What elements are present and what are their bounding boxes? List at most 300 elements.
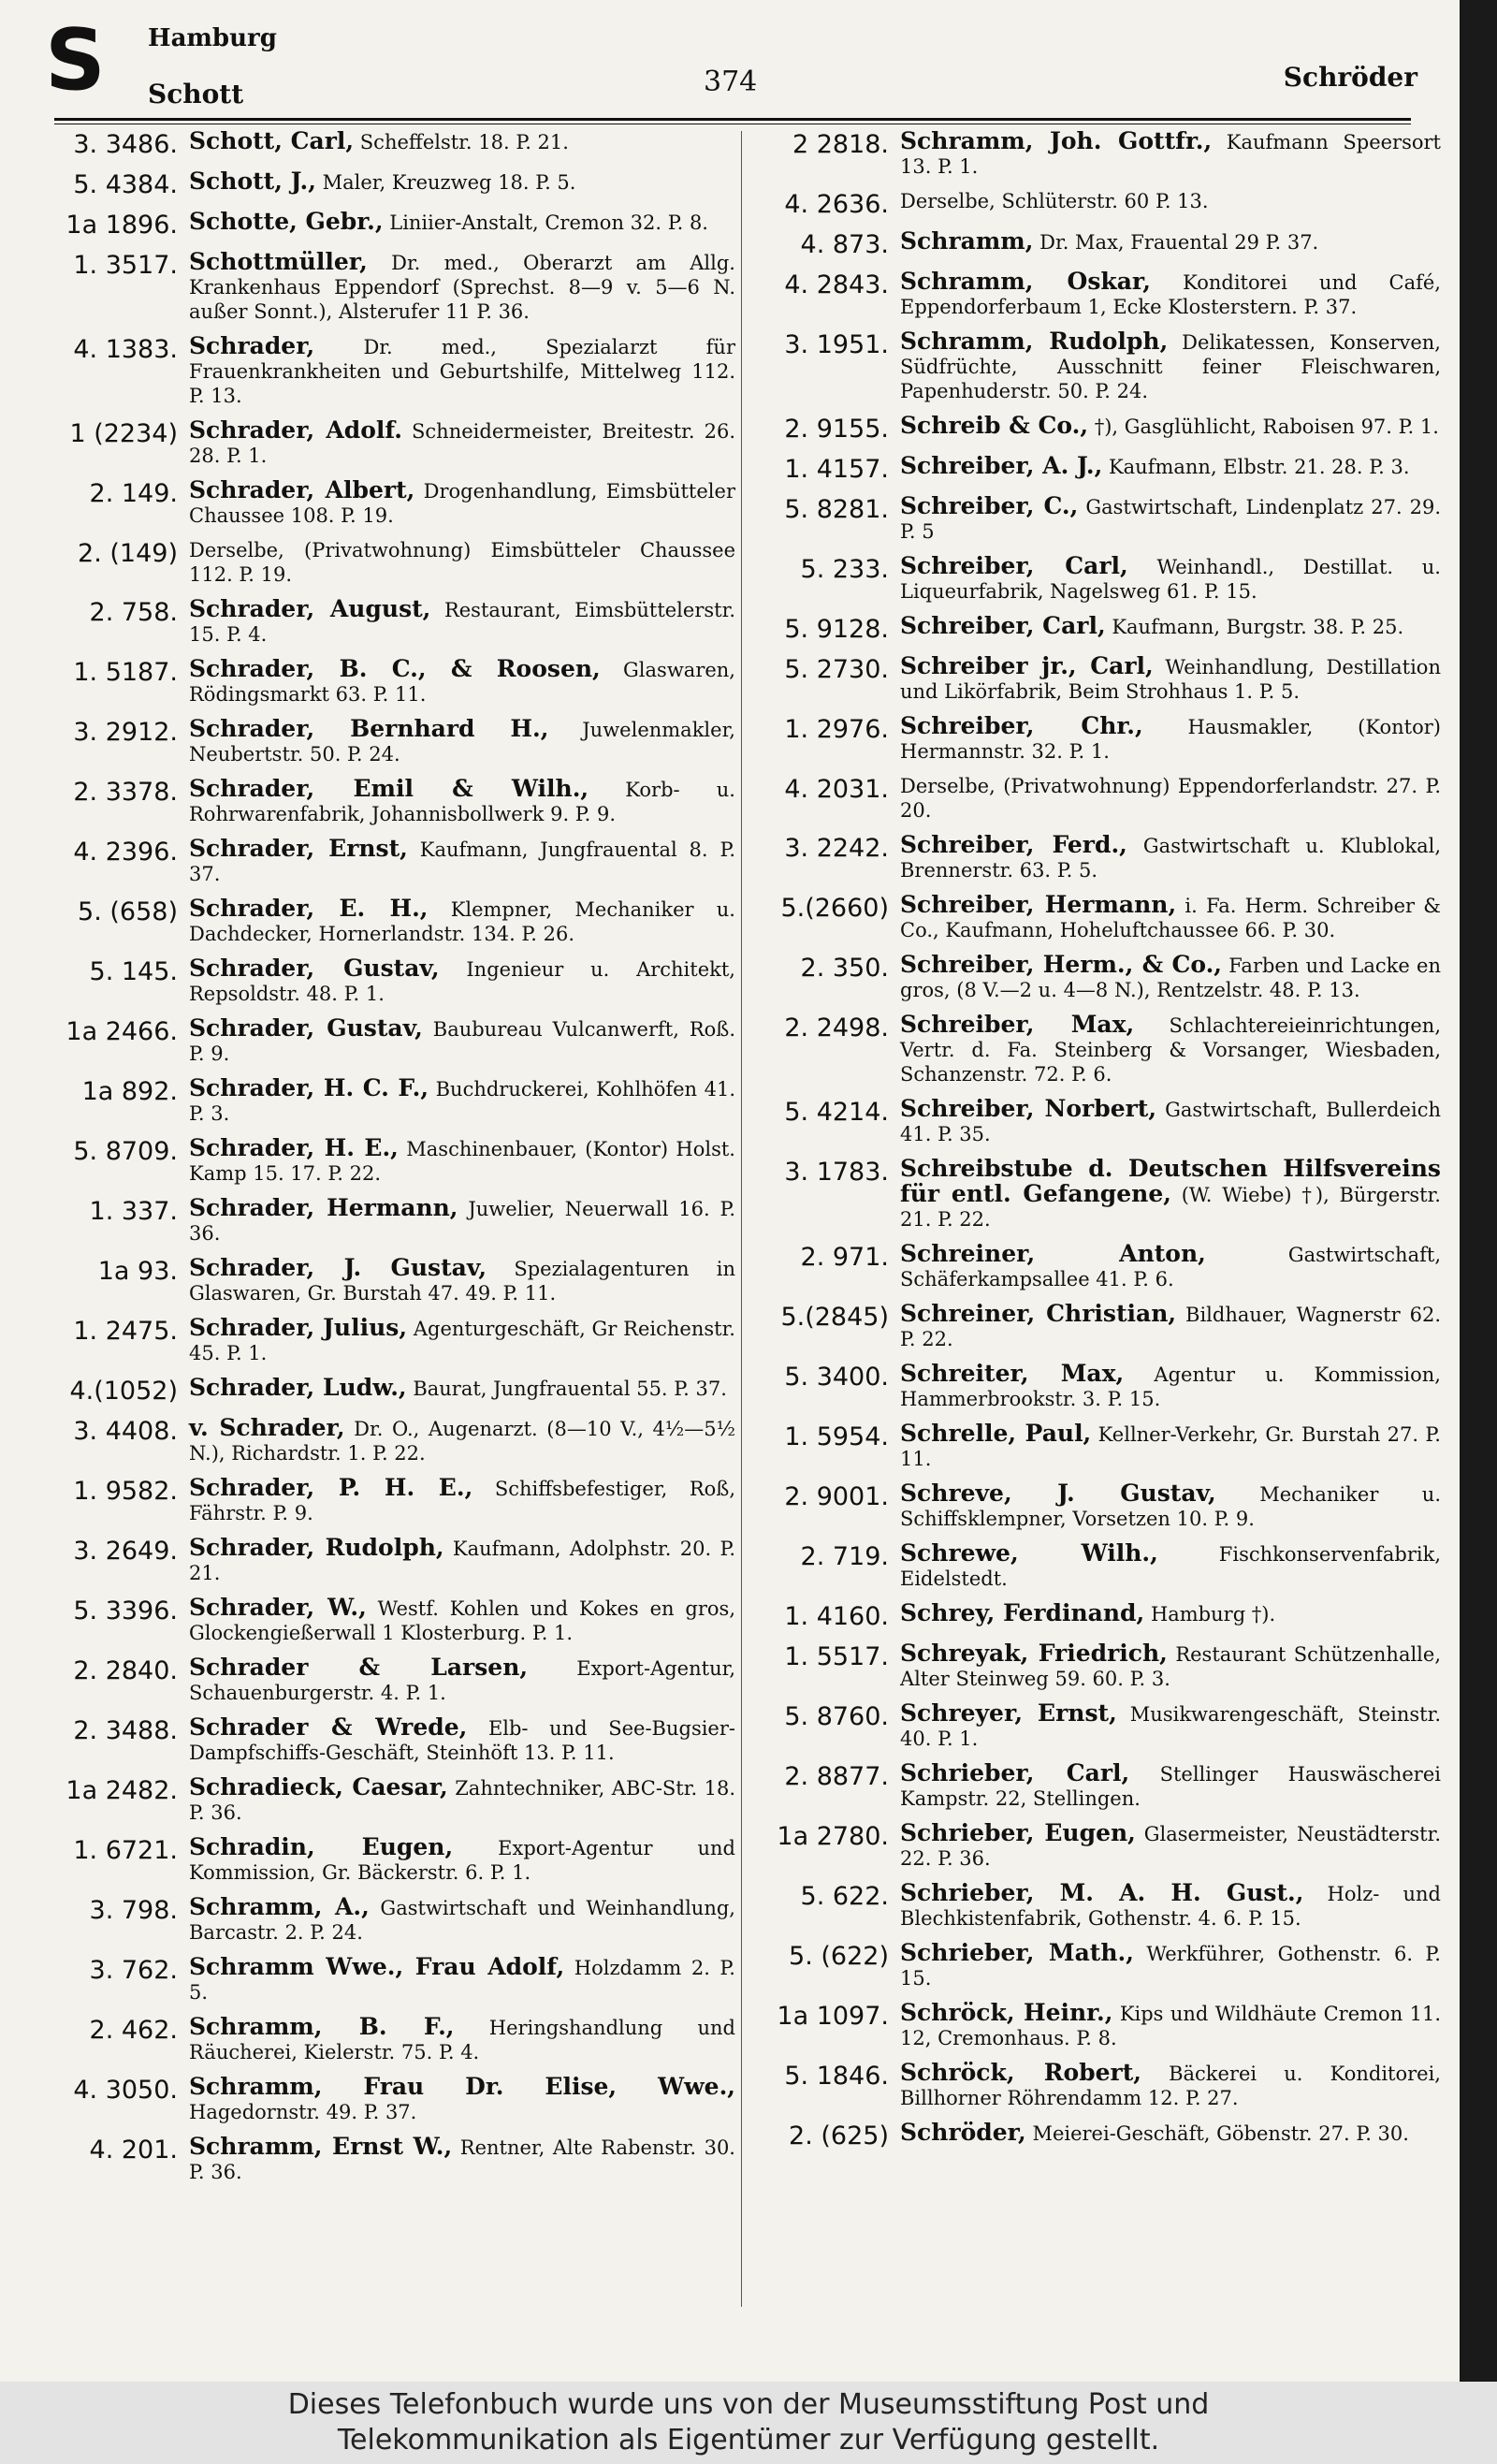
directory-entry xyxy=(45,897,735,946)
entry-name: Schramm, xyxy=(900,227,1034,255)
directory-entry xyxy=(45,334,735,408)
left-running-head: Schott xyxy=(148,79,244,109)
directory-entry xyxy=(748,1821,1441,1871)
entry-details: Ingenieur u. Architekt, Repsoldstr. 48. P. 1. xyxy=(189,958,735,1005)
entry-name: Schrader, xyxy=(189,332,315,359)
entry-text xyxy=(189,1376,735,1401)
directory-entry xyxy=(45,1715,735,1765)
phone-number: 5. 3400. xyxy=(784,1363,889,1392)
phone-number: 5.(2660) xyxy=(780,894,889,923)
entry-text xyxy=(189,1895,735,1945)
directory-entry xyxy=(748,654,1441,704)
entry-text xyxy=(900,189,1441,213)
phone-number: 1. 4157. xyxy=(784,455,889,484)
entry-text xyxy=(189,897,735,946)
phone-number: 5. (622) xyxy=(789,1942,889,1971)
entry-details: Delikatessen, Konserven, Südfrüchte, Ausschnitt feiner Fleischwaren, Papenhuderstr. 50. P. 24. xyxy=(900,331,1441,402)
entry-details: Werkführer, Gothenstr. 6. P. 15. xyxy=(900,1943,1441,1990)
entry-text xyxy=(900,494,1441,544)
entry-text xyxy=(189,1596,735,1645)
entry-text xyxy=(189,1316,735,1365)
phone-number: 5. 145. xyxy=(89,957,178,986)
entry-name: Schramm, Ernst W., xyxy=(189,2133,453,2160)
entry-text xyxy=(189,837,735,886)
entry-details: Heringshandlung und Räucherei, Kielerstr. 75. P. 4. xyxy=(189,2017,735,2063)
entry-details: Bildhauer, Wagnerstr 62. P. 22. xyxy=(900,1304,1441,1350)
phone-number: 2. 9155. xyxy=(784,415,889,444)
entry-name: Schramm, B. F., xyxy=(189,2013,455,2040)
phone-number: 5. 8709. xyxy=(73,1137,178,1166)
phone-number: 4. 2396. xyxy=(73,838,178,867)
entry-name: Schrader, B. C., & Roosen, xyxy=(189,655,601,682)
entry-name: Schrader, Bernhard H., xyxy=(189,715,549,742)
entry-text xyxy=(900,554,1441,604)
entry-name: Schreiter, Max, xyxy=(900,1360,1125,1387)
entry-text xyxy=(189,2015,735,2064)
phone-number: 4. 1383. xyxy=(73,335,178,364)
entry-name: Schrader, H. E., xyxy=(189,1134,399,1161)
directory-entry xyxy=(45,210,735,240)
entry-text xyxy=(189,717,735,766)
entry-text xyxy=(900,1761,1441,1811)
entry-details: Stellinger Hauswäscherei Kampstr. 22, Stellingen. xyxy=(900,1763,1441,1810)
entry-text xyxy=(189,334,735,408)
phone-number: 4. 2031. xyxy=(784,775,889,804)
entry-text xyxy=(900,774,1441,823)
phone-number: 3. 2649. xyxy=(73,1537,178,1566)
entry-text xyxy=(189,1835,735,1885)
phone-number: 1a 1896. xyxy=(65,211,178,240)
entry-text xyxy=(189,210,735,235)
phone-number: 2 2818. xyxy=(792,130,889,159)
entry-name: Schreiber, Hermann, xyxy=(900,891,1177,918)
directory-entry xyxy=(748,1761,1441,1811)
entry-text xyxy=(900,414,1441,439)
entry-name: Schrader, Hermann, xyxy=(189,1194,458,1221)
entry-details: Korb- u. Rohrwarenfabrik, Johannisbollwerk 9. P. 9. xyxy=(189,779,735,825)
entry-name: Schrader, Ludw., xyxy=(189,1374,407,1401)
entry-details: Westf. Kohlen und Kokes en gros, Glockengießerwall 1 Klosterburg. P. 1. xyxy=(189,1597,735,1644)
entry-name: Schreyer, Ernst, xyxy=(900,1699,1117,1727)
entry-name: Schrieber, M. A. H. Gust., xyxy=(900,1879,1304,1906)
directory-entry xyxy=(45,657,735,707)
phone-number: 1. 9582. xyxy=(73,1477,178,1506)
phone-number: 2. 149. xyxy=(89,479,178,508)
entry-details: Derselbe, Schlüterstr. 60 P. 13. xyxy=(900,190,1209,212)
directory-entry xyxy=(45,1016,735,1066)
directory-entry xyxy=(45,129,735,159)
entry-details: Kaufmann, Elbstr. 21. 28. P. 3. xyxy=(1108,456,1410,478)
phone-number: 5. (658) xyxy=(78,897,178,926)
entry-name: Schreiner, Anton, xyxy=(900,1240,1206,1267)
directory-entry xyxy=(45,717,735,766)
entry-details: Holz- und Blechkistenfabrik, Gothenstr. 4. 6. P. 15. xyxy=(900,1883,1441,1930)
entry-details: Weinhandl., Destillat. u. Liqueurfabrik, Nagelsweg 61. P. 15. xyxy=(900,556,1441,603)
directory-entry xyxy=(748,329,1441,403)
phone-number: 1 (2234) xyxy=(69,419,178,448)
entry-text xyxy=(900,953,1441,1002)
entry-details: Gastwirtschaft und Weinhandlung, Barcastr. 2. P. 24. xyxy=(189,1897,735,1944)
entry-name: Schrader, Rudolph, xyxy=(189,1534,444,1561)
directory-entry xyxy=(748,494,1441,544)
entry-text xyxy=(900,714,1441,764)
directory-entry xyxy=(748,129,1441,179)
entry-details: Maschinenbauer, (Kontor) Holst. Kamp 15. 17. P. 22. xyxy=(189,1138,735,1185)
entry-details: Kaufmann, Adolphstr. 20. P. 21. xyxy=(189,1538,735,1584)
directory-entry xyxy=(748,1541,1441,1591)
entry-name: Schramm, Joh. Gottfr., xyxy=(900,127,1213,154)
phone-number: 1a 2482. xyxy=(65,1776,178,1805)
phone-number: 5. 1846. xyxy=(784,2062,889,2091)
phone-number: 2. 971. xyxy=(800,1243,889,1272)
entry-text xyxy=(189,1196,735,1246)
entry-details: Dr. med., Oberarzt am Allg. Krankenhaus Eppendorf (Sprechst. 8—9 v. 5—6 N. außer Sonnt.), Alsterufer 11 P. 36. xyxy=(189,252,735,323)
phone-number: 1. 4160. xyxy=(784,1602,889,1631)
directory-entry xyxy=(748,714,1441,764)
entry-name: Schrader, E. H., xyxy=(189,895,429,922)
phone-number: 1a 2780. xyxy=(777,1822,889,1851)
entry-name: Schramm, A., xyxy=(189,1893,370,1920)
entry-name: Schreiber, Herm., & Co., xyxy=(900,951,1223,978)
entry-details: Dr. med., Spezialarzt für Frauenkrankheiten und Geburtshilfe, Mittelweg 112. P. 13. xyxy=(189,336,735,407)
entry-text xyxy=(189,1655,735,1705)
entry-text xyxy=(900,229,1441,255)
phone-number: 4. 201. xyxy=(89,2136,178,2165)
entry-name: Schrader & Wrede, xyxy=(189,1713,468,1741)
entry-text xyxy=(900,1821,1441,1871)
page-edge xyxy=(1460,0,1497,2382)
phone-number: 3. 798. xyxy=(89,1896,178,1925)
phone-number: 5. 8760. xyxy=(784,1702,889,1731)
entry-details: Hausmakler, (Kontor) Hermannstr. 32. P. 1. xyxy=(900,716,1441,763)
entry-name: v. Schrader, xyxy=(189,1414,345,1441)
entry-text xyxy=(900,129,1441,179)
entry-text xyxy=(900,1541,1441,1591)
entry-details: Baubureau Vulcanwerft, Roß. P. 9. xyxy=(189,1018,735,1065)
entry-details: Derselbe, (Privatwohnung) Eimsbütteler Chaussee 112. P. 19. xyxy=(189,539,735,586)
directory-entry xyxy=(45,1536,735,1585)
entry-details: Schiffsbefestiger, Roß, Fährstr. P. 9. xyxy=(189,1478,735,1524)
directory-entry xyxy=(748,1013,1441,1086)
entry-name: Schramm, Rudolph, xyxy=(900,328,1169,355)
phone-number: 4. 2636. xyxy=(784,190,889,219)
entry-details: Dr. Max, Frauental 29 P. 37. xyxy=(1039,231,1319,254)
entry-details: Baurat, Jungfrauental 55. P. 37. xyxy=(413,1378,727,1400)
entry-name: Schrader, Gustav, xyxy=(189,955,440,982)
phone-number: 5.(2845) xyxy=(780,1303,889,1332)
entry-text xyxy=(189,1016,735,1066)
entry-text xyxy=(189,777,735,826)
entry-name: Schreiber, C., xyxy=(900,492,1079,519)
entry-details: Hagedornstr. 49. P. 37. xyxy=(189,2101,417,2123)
phone-number: 1. 6721. xyxy=(73,1836,178,1865)
phone-number: 1a 1097. xyxy=(777,2002,889,2031)
entry-name: Schrader, W., xyxy=(189,1594,367,1621)
entry-text xyxy=(189,478,735,528)
entry-text xyxy=(189,169,735,195)
entry-details: Juwelenmakler, Neubertstr. 50. P. 24. xyxy=(189,719,735,765)
entry-text xyxy=(189,1256,735,1305)
entry-text xyxy=(189,1536,735,1585)
phone-number: 2. (149) xyxy=(78,539,178,568)
phone-number: 2. 2840. xyxy=(73,1656,178,1685)
directory-entry xyxy=(45,1835,735,1885)
page-number: 374 xyxy=(704,66,758,98)
directory-entry xyxy=(45,1955,735,2005)
entry-name: Schreiber, A. J., xyxy=(900,452,1103,479)
entry-text xyxy=(900,1013,1441,1086)
directory-entry xyxy=(45,1655,735,1705)
right-running-head: Schröder xyxy=(1283,62,1417,93)
entry-text xyxy=(900,1422,1441,1471)
phone-number: 4. 3050. xyxy=(73,2076,178,2105)
entry-text xyxy=(900,1302,1441,1351)
entry-details: Kaufmann, Jungfrauental 8. P. 37. xyxy=(189,838,735,885)
entry-text xyxy=(900,1701,1441,1751)
entry-details: Restaurant, Eimsbüttelerstr. 15. P. 4. xyxy=(189,599,735,646)
phone-number: 3. 4408. xyxy=(73,1417,178,1446)
entry-text xyxy=(189,1715,735,1765)
entry-text xyxy=(900,833,1441,882)
entry-name: Schramm, Frau Dr. Elise, Wwe., xyxy=(189,2073,735,2100)
section-letter: S xyxy=(45,11,106,109)
directory-entry xyxy=(45,1316,735,1365)
directory-entry xyxy=(748,1422,1441,1471)
entry-name: Schott, J., xyxy=(189,168,316,195)
directory-entry xyxy=(45,1376,735,1406)
entry-name: Schrader, Julius, xyxy=(189,1314,408,1341)
entry-details: Gastwirtschaft, Lindenplatz 27. 29. P. 5 xyxy=(900,496,1441,543)
footer-notice xyxy=(0,2382,1497,2464)
entry-details: Spezialagenturen in Glaswaren, Gr. Burstah 47. 49. P. 11. xyxy=(189,1258,735,1305)
entry-text xyxy=(189,538,735,587)
phone-number: 5. 9128. xyxy=(784,615,889,644)
entry-name: Schrader, Emil & Wilh., xyxy=(189,775,589,802)
phone-number: 5. 233. xyxy=(800,555,889,584)
entry-details: Zahntechniker, ABC-Str. 18. P. 36. xyxy=(189,1777,735,1824)
entry-details: Drogenhandlung, Eimsbütteler Chaussee 108. P. 19. xyxy=(189,480,735,527)
entry-details: †), Gasglühlicht, Raboisen 97. P. 1. xyxy=(1094,416,1439,438)
entry-text xyxy=(189,597,735,647)
entry-name: Schreib & Co., xyxy=(900,412,1089,439)
phone-number: 5. 4214. xyxy=(784,1098,889,1127)
entry-details: Kaufmann Speersort 13. P. 1. xyxy=(900,131,1441,178)
entry-name: Schreyak, Friedrich, xyxy=(900,1640,1168,1667)
entry-text xyxy=(900,614,1441,639)
entry-details: Kaufmann, Burgstr. 38. P. 25. xyxy=(1112,616,1404,638)
phone-number: 1. 5187. xyxy=(73,658,178,687)
phone-number: 5. 8281. xyxy=(784,495,889,524)
entry-name: Schradieck, Caesar, xyxy=(189,1773,448,1801)
phone-number: 2. 350. xyxy=(800,954,889,983)
entry-details: Hamburg †). xyxy=(1150,1603,1276,1626)
entry-name: Schrader, J. Gustav, xyxy=(189,1254,487,1281)
phone-number: 5. 2730. xyxy=(784,655,889,684)
entry-name: Schotte, Gebr., xyxy=(189,208,384,235)
phone-number: 4. 873. xyxy=(800,230,889,259)
phone-number: 2. 462. xyxy=(89,2016,178,2045)
entry-details: (W. Wiebe) †), Bürgerstr. 21. P. 22. xyxy=(900,1184,1441,1231)
entry-name: Schradin, Eugen, xyxy=(189,1833,454,1860)
entry-name: Schröck, Robert, xyxy=(900,2059,1141,2086)
entry-details: i. Fa. Herm. Schreiber & Co., Kaufmann, Hoheluftchaussee 66. P. 30. xyxy=(900,895,1441,941)
entry-text xyxy=(900,1881,1441,1931)
directory-entry xyxy=(748,1481,1441,1531)
phone-number: 1a 2466. xyxy=(65,1017,178,1046)
entry-name: Schreiber, Carl, xyxy=(900,612,1106,639)
entry-text xyxy=(189,956,735,1006)
directory-entry xyxy=(748,414,1441,444)
entry-details: Gastwirtschaft u. Klublokal, Brennerstr. 63. P. 5. xyxy=(900,835,1441,882)
phone-number: 2. 719. xyxy=(800,1542,889,1571)
entry-details: Musikwarengeschäft, Steinstr. 40. P. 1. xyxy=(900,1703,1441,1750)
entry-name: Schrader, August, xyxy=(189,595,431,622)
phone-number: 3. 762. xyxy=(89,1956,178,1985)
directory-entry xyxy=(748,1941,1441,1990)
entry-details: Glasermeister, Neustädterstr. 22. P. 36. xyxy=(900,1823,1441,1870)
phone-number: 3. 1951. xyxy=(784,330,889,359)
entry-name: Schreibstube d. Deutschen Hilfsvereins für entl. Gefangene, xyxy=(900,1155,1441,1207)
directory-entry xyxy=(748,1881,1441,1931)
phone-number: 5. 3396. xyxy=(73,1596,178,1626)
directory-entry xyxy=(748,270,1441,319)
entry-details: Export-Agentur, Schauenburgerstr. 4. P. 1. xyxy=(189,1657,735,1704)
right-column xyxy=(748,129,1441,2161)
directory-entry xyxy=(748,953,1441,1002)
entry-details: Bäckerei u. Konditorei, Billhorner Röhrendamm 12. P. 27. xyxy=(900,2063,1441,2109)
phone-number: 2. 2498. xyxy=(784,1013,889,1042)
phone-number: 2. 758. xyxy=(89,598,178,627)
entry-details: Liniier-Anstalt, Cremon 32. P. 8. xyxy=(389,211,708,234)
directory-entry xyxy=(45,956,735,1006)
phone-number: 3. 2912. xyxy=(73,718,178,747)
directory-entry xyxy=(748,774,1441,823)
entry-name: Schrader, P. H. E., xyxy=(189,1474,473,1501)
entry-text xyxy=(900,454,1441,479)
directory-entry xyxy=(45,1076,735,1126)
phone-number: 1. 2976. xyxy=(784,715,889,744)
directory-entry xyxy=(748,1701,1441,1751)
directory-entry xyxy=(45,418,735,468)
entry-text xyxy=(900,1481,1441,1531)
entry-details: Restaurant Schützenhalle, Alter Steinweg 59. 60. P. 3. xyxy=(900,1643,1441,1690)
column-divider xyxy=(741,131,742,2307)
city-heading: Hamburg xyxy=(148,24,277,52)
entry-name: Schramm Wwe., Frau Adolf, xyxy=(189,1953,565,1980)
entry-text xyxy=(900,1641,1441,1691)
directory-entry xyxy=(748,2121,1441,2151)
entry-details: Meierei-Geschäft, Göbenstr. 27. P. 30. xyxy=(1032,2122,1409,2145)
entry-name: Schreve, J. Gustav, xyxy=(900,1480,1216,1507)
phone-number: 2. 3378. xyxy=(73,778,178,807)
entry-details: Schlachtereieinrichtungen, Vertr. d. Fa. Steinberg & Vorsanger, Wiesbaden, Schanzenstr. 72. P. 6. xyxy=(900,1014,1441,1086)
entry-details: Elb- und See-Bugsier-Dampfschiffs-Geschäft, Steinhöft 13. P. 11. xyxy=(189,1717,735,1764)
phone-number: 5. 4384. xyxy=(73,170,178,199)
directory-entry xyxy=(748,454,1441,484)
entry-details: Agentur u. Kommission, Hammerbrookstr. 3. P. 15. xyxy=(900,1363,1441,1410)
directory-entry xyxy=(748,833,1441,882)
entry-name: Schröck, Heinr., xyxy=(900,1999,1113,2026)
entry-text xyxy=(900,329,1441,403)
directory-entry xyxy=(45,1196,735,1246)
directory-entry xyxy=(45,597,735,647)
entry-text xyxy=(189,1476,735,1525)
entry-details: Scheffelstr. 18. P. 21. xyxy=(359,131,569,153)
footer-line-2: Telekommunikation als Eigentümer zur Verfügung gestellt. xyxy=(337,2424,1160,2457)
directory-entry xyxy=(45,777,735,826)
entry-name: Schramm, Oskar, xyxy=(900,268,1151,295)
phone-number: 3. 3486. xyxy=(73,130,178,159)
directory-entry xyxy=(748,2001,1441,2050)
directory-entry xyxy=(748,614,1441,644)
entry-details: Konditorei und Café, Eppendorferbaum 1, Ecke Klosterstern. P. 37. xyxy=(900,271,1441,318)
phone-number: 3. 1783. xyxy=(784,1158,889,1187)
entry-details: Kips und Wildhäute Cremon 11. 12, Cremonhaus. P. 8. xyxy=(900,2003,1441,2049)
entry-details: Derselbe, (Privatwohnung) Eppendorferlandstr. 27. P. 20. xyxy=(900,775,1441,822)
entry-name: Schottmüller, xyxy=(189,248,368,275)
entry-text xyxy=(900,654,1441,704)
entry-text xyxy=(900,2061,1441,2110)
entry-text xyxy=(189,1775,735,1825)
entry-details: Dr. O., Augenarzt. (8—10 V., 4½—5½ N.), Richardstr. 1. P. 22. xyxy=(189,1418,735,1465)
directory-entry xyxy=(45,2075,735,2124)
entry-details: Gastwirtschaft, Schäferkampsallee 41. P. 6. xyxy=(900,1244,1441,1290)
phone-number: 1. 337. xyxy=(89,1197,178,1226)
entry-details: Weinhandlung, Destillation und Likörfabrik, Beim Strohhaus 1. P. 5. xyxy=(900,656,1441,703)
directory-entry xyxy=(748,1641,1441,1691)
entry-details: Schneidermeister, Breitestr. 26. 28. P. 1. xyxy=(189,420,735,467)
entry-details: Mechaniker u. Schiffsklempner, Vorsetzen 10. P. 9. xyxy=(900,1483,1441,1530)
entry-name: Schrey, Ferdinand, xyxy=(900,1599,1145,1626)
entry-text xyxy=(189,1416,735,1465)
directory-entry xyxy=(748,1302,1441,1351)
phone-number: 2. 8877. xyxy=(784,1762,889,1791)
entry-name: Schrewe, Wilh., xyxy=(900,1539,1158,1567)
directory-entry xyxy=(748,2061,1441,2110)
entry-text xyxy=(900,2121,1441,2146)
phone-number: 2. 9001. xyxy=(784,1482,889,1511)
directory-entry xyxy=(45,1775,735,1825)
directory-entry xyxy=(748,189,1441,219)
directory-entry xyxy=(45,1416,735,1465)
entry-details: Glaswaren, Rödingsmarkt 63. P. 11. xyxy=(189,659,735,706)
entry-text xyxy=(900,1941,1441,1990)
directory-entry xyxy=(748,229,1441,259)
entry-name: Schrieber, Eugen, xyxy=(900,1819,1136,1846)
entry-details: Fischkonservenfabrik, Eidelstedt. xyxy=(900,1543,1441,1590)
entry-name: Schrader, Ernst, xyxy=(189,835,408,862)
entry-text xyxy=(189,1076,735,1126)
entry-name: Schreiber, Carl, xyxy=(900,552,1128,579)
entry-name: Schreiber, Ferd., xyxy=(900,831,1127,858)
entry-name: Schreiber, Chr., xyxy=(900,712,1143,739)
footer-line-1: Dieses Telefonbuch wurde uns von der Museumsstiftung Post und xyxy=(287,2388,1210,2421)
phone-number: 1. 5954. xyxy=(784,1422,889,1451)
directory-entry xyxy=(748,893,1441,942)
entry-text xyxy=(900,893,1441,942)
entry-text xyxy=(189,250,735,324)
entry-text xyxy=(189,2075,735,2124)
directory-entry xyxy=(748,1157,1441,1232)
entry-text xyxy=(189,657,735,707)
entry-text xyxy=(189,129,735,154)
entry-name: Schröder, xyxy=(900,2119,1026,2146)
entry-name: Schrader, Albert, xyxy=(189,476,415,503)
entry-text xyxy=(900,1097,1441,1146)
entry-details: Maler, Kreuzweg 18. P. 5. xyxy=(322,171,576,194)
entry-details: Buchdruckerei, Kohlhöfen 41. P. 3. xyxy=(189,1078,735,1125)
entry-text xyxy=(189,1136,735,1186)
